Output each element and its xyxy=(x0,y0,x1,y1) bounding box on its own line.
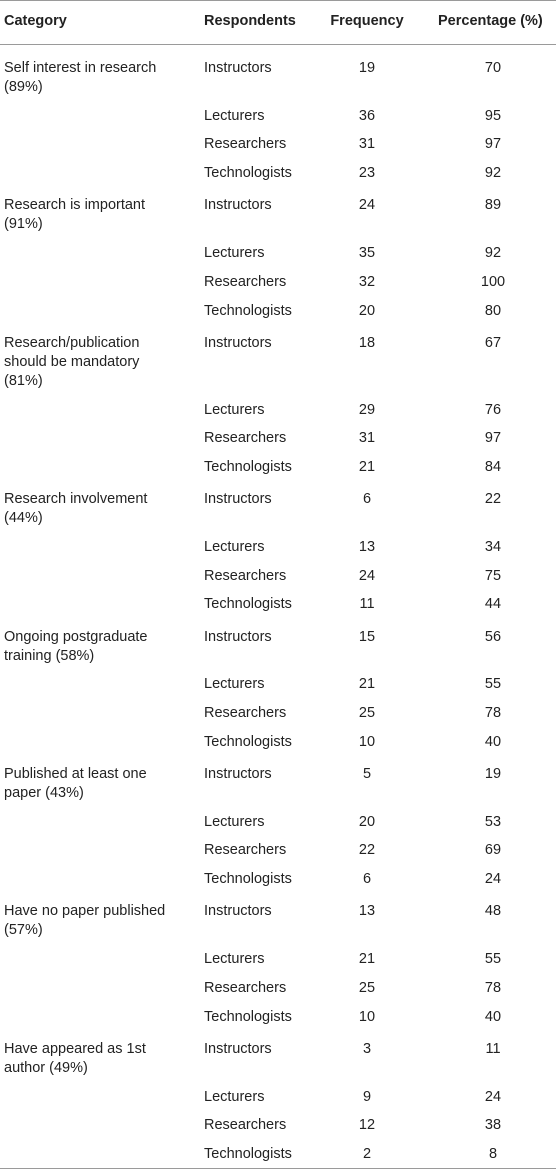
category-line: should be mandatory xyxy=(4,353,140,370)
category-line: Ongoing postgraduate xyxy=(4,628,148,645)
frequency-cell: 6 xyxy=(362,871,372,888)
category-line: Research/publication xyxy=(4,334,140,351)
percentage-cell: 76 xyxy=(484,401,502,418)
category-line: Research is important xyxy=(4,197,146,214)
frequency-cell: 15 xyxy=(358,628,376,645)
respondents-cell: Lecturers xyxy=(204,951,265,968)
respondents-cell: Instructors xyxy=(204,60,272,76)
respondents-cell: Instructors xyxy=(204,766,272,782)
category-cell xyxy=(4,196,184,234)
respondents-cell: Lecturers xyxy=(204,813,265,830)
respondents-cell: Lecturers xyxy=(204,1088,265,1105)
respondents-cell: Technologists xyxy=(204,596,292,613)
category-line: Have appeared as 1st xyxy=(4,1040,146,1057)
category-cell xyxy=(4,59,184,97)
category-cell xyxy=(4,628,184,666)
percentage-cell: 53 xyxy=(484,813,502,830)
frequency-cell: 11 xyxy=(359,596,375,613)
frequency-cell: 3 xyxy=(362,1040,372,1057)
percentage-cell: 24 xyxy=(484,1088,502,1105)
percentage-cell: 11 xyxy=(485,1040,501,1057)
frequency-cell: 5 xyxy=(362,766,372,782)
respondents-cell: Researchers xyxy=(204,430,287,447)
category-cell xyxy=(4,490,184,528)
respondents-cell: Technologists xyxy=(204,1008,292,1025)
frequency-cell: 25 xyxy=(358,979,376,996)
percentage-cell: 22 xyxy=(484,491,502,508)
frequency-cell: 6 xyxy=(362,491,372,508)
percentage-cell: 84 xyxy=(484,458,502,475)
percentage-cell: 24 xyxy=(484,871,502,888)
percentage-cell: 19 xyxy=(484,766,502,782)
category-cell xyxy=(4,902,184,940)
frequency-cell: 2 xyxy=(362,1145,372,1162)
category-line: author (49%) xyxy=(4,1059,88,1076)
category-line: Self interest in research xyxy=(4,60,157,76)
header-category: Category xyxy=(4,13,67,29)
category-line: (91%) xyxy=(4,216,43,233)
respondents-cell: Lecturers xyxy=(204,107,265,124)
frequency-cell: 29 xyxy=(358,401,376,418)
category-line: (89%) xyxy=(4,79,43,95)
frequency-cell: 21 xyxy=(358,676,376,693)
frequency-cell: 13 xyxy=(358,903,376,920)
frequency-cell: 21 xyxy=(358,458,376,475)
percentage-cell: 44 xyxy=(484,596,502,613)
respondents-cell: Instructors xyxy=(204,491,272,508)
respondents-cell: Technologists xyxy=(204,871,292,888)
percentage-cell: 80 xyxy=(484,302,502,319)
respondents-cell: Researchers xyxy=(204,1117,287,1134)
percentage-cell: 40 xyxy=(484,1008,502,1025)
respondents-cell: Instructors xyxy=(204,334,272,351)
respondents-cell: Instructors xyxy=(204,628,272,645)
frequency-cell: 12 xyxy=(358,1117,376,1134)
frequency-cell: 10 xyxy=(358,1008,376,1025)
header-rule xyxy=(0,44,556,45)
respondents-cell: Instructors xyxy=(204,1040,272,1057)
respondents-cell: Lecturers xyxy=(204,401,265,418)
percentage-cell: 38 xyxy=(484,1117,502,1134)
percentage-cell: 92 xyxy=(484,165,502,182)
category-cell xyxy=(4,1040,184,1078)
category-cell xyxy=(4,765,184,803)
respondents-cell: Technologists xyxy=(204,458,292,475)
percentage-cell: 89 xyxy=(484,197,502,214)
header-respondents: Respondents xyxy=(204,13,296,29)
frequency-cell: 24 xyxy=(358,197,376,214)
category-line: training (58%) xyxy=(4,647,95,664)
percentage-cell: 70 xyxy=(484,60,502,76)
respondents-cell: Researchers xyxy=(204,273,287,290)
percentage-cell: 97 xyxy=(484,430,502,447)
percentage-cell: 97 xyxy=(484,136,502,153)
frequency-cell: 21 xyxy=(358,951,376,968)
percentage-cell: 78 xyxy=(484,705,502,721)
frequency-cell: 10 xyxy=(358,733,376,750)
percentage-cell: 78 xyxy=(484,979,502,996)
category-line: paper (43%) xyxy=(4,785,84,801)
respondents-cell: Technologists xyxy=(204,165,292,182)
respondents-cell: Technologists xyxy=(204,1145,292,1162)
frequency-cell: 13 xyxy=(358,538,376,555)
respondents-cell: Lecturers xyxy=(204,676,265,693)
category-line: Have no paper published xyxy=(4,903,166,920)
respondents-cell: Instructors xyxy=(204,197,272,214)
category-line: (81%) xyxy=(4,372,43,389)
category-line: (44%) xyxy=(4,510,43,527)
respondents-cell: Technologists xyxy=(204,733,292,750)
percentage-cell: 95 xyxy=(484,107,502,124)
respondents-cell: Researchers xyxy=(204,842,287,859)
percentage-cell: 69 xyxy=(484,842,502,859)
respondents-cell: Lecturers xyxy=(204,538,265,555)
header-frequency: Frequency xyxy=(330,13,404,29)
percentage-cell: 55 xyxy=(484,951,502,968)
frequency-cell: 24 xyxy=(358,567,376,584)
frequency-cell: 23 xyxy=(358,165,376,182)
frequency-cell: 9 xyxy=(362,1088,372,1105)
header-percentage: Percentage (%) xyxy=(438,13,543,29)
frequency-cell: 32 xyxy=(358,273,376,290)
table-header xyxy=(0,0,556,44)
percentage-cell: 40 xyxy=(484,733,502,750)
category-line: (57%) xyxy=(4,922,43,939)
percentage-cell: 100 xyxy=(480,273,506,290)
respondents-cell: Researchers xyxy=(204,567,287,584)
respondents-cell: Researchers xyxy=(204,979,287,996)
respondents-cell: Researchers xyxy=(204,136,287,153)
frequency-cell: 19 xyxy=(358,60,376,76)
respondents-cell: Technologists xyxy=(204,302,292,319)
category-cell xyxy=(4,334,184,391)
respondents-cell: Researchers xyxy=(204,705,287,721)
respondents-cell: Lecturers xyxy=(204,245,265,262)
frequency-cell: 20 xyxy=(358,813,376,830)
percentage-cell: 75 xyxy=(484,567,502,584)
respondents-cell: Instructors xyxy=(204,903,272,920)
percentage-cell: 8 xyxy=(488,1145,498,1162)
frequency-cell: 25 xyxy=(358,705,376,721)
frequency-cell: 20 xyxy=(358,302,376,319)
percentage-cell: 92 xyxy=(484,245,502,262)
percentage-cell: 67 xyxy=(484,334,502,351)
percentage-cell: 34 xyxy=(484,538,502,555)
percentage-cell: 48 xyxy=(484,903,502,920)
frequency-cell: 36 xyxy=(358,107,376,124)
category-line: Published at least one xyxy=(4,766,147,782)
frequency-cell: 31 xyxy=(358,136,376,153)
percentage-cell: 55 xyxy=(484,676,502,693)
category-line: Research involvement xyxy=(4,491,148,508)
frequency-cell: 22 xyxy=(358,842,376,859)
percentage-cell: 56 xyxy=(484,628,502,645)
frequency-cell: 31 xyxy=(358,430,376,447)
frequency-cell: 35 xyxy=(358,245,376,262)
frequency-cell: 18 xyxy=(358,334,376,351)
